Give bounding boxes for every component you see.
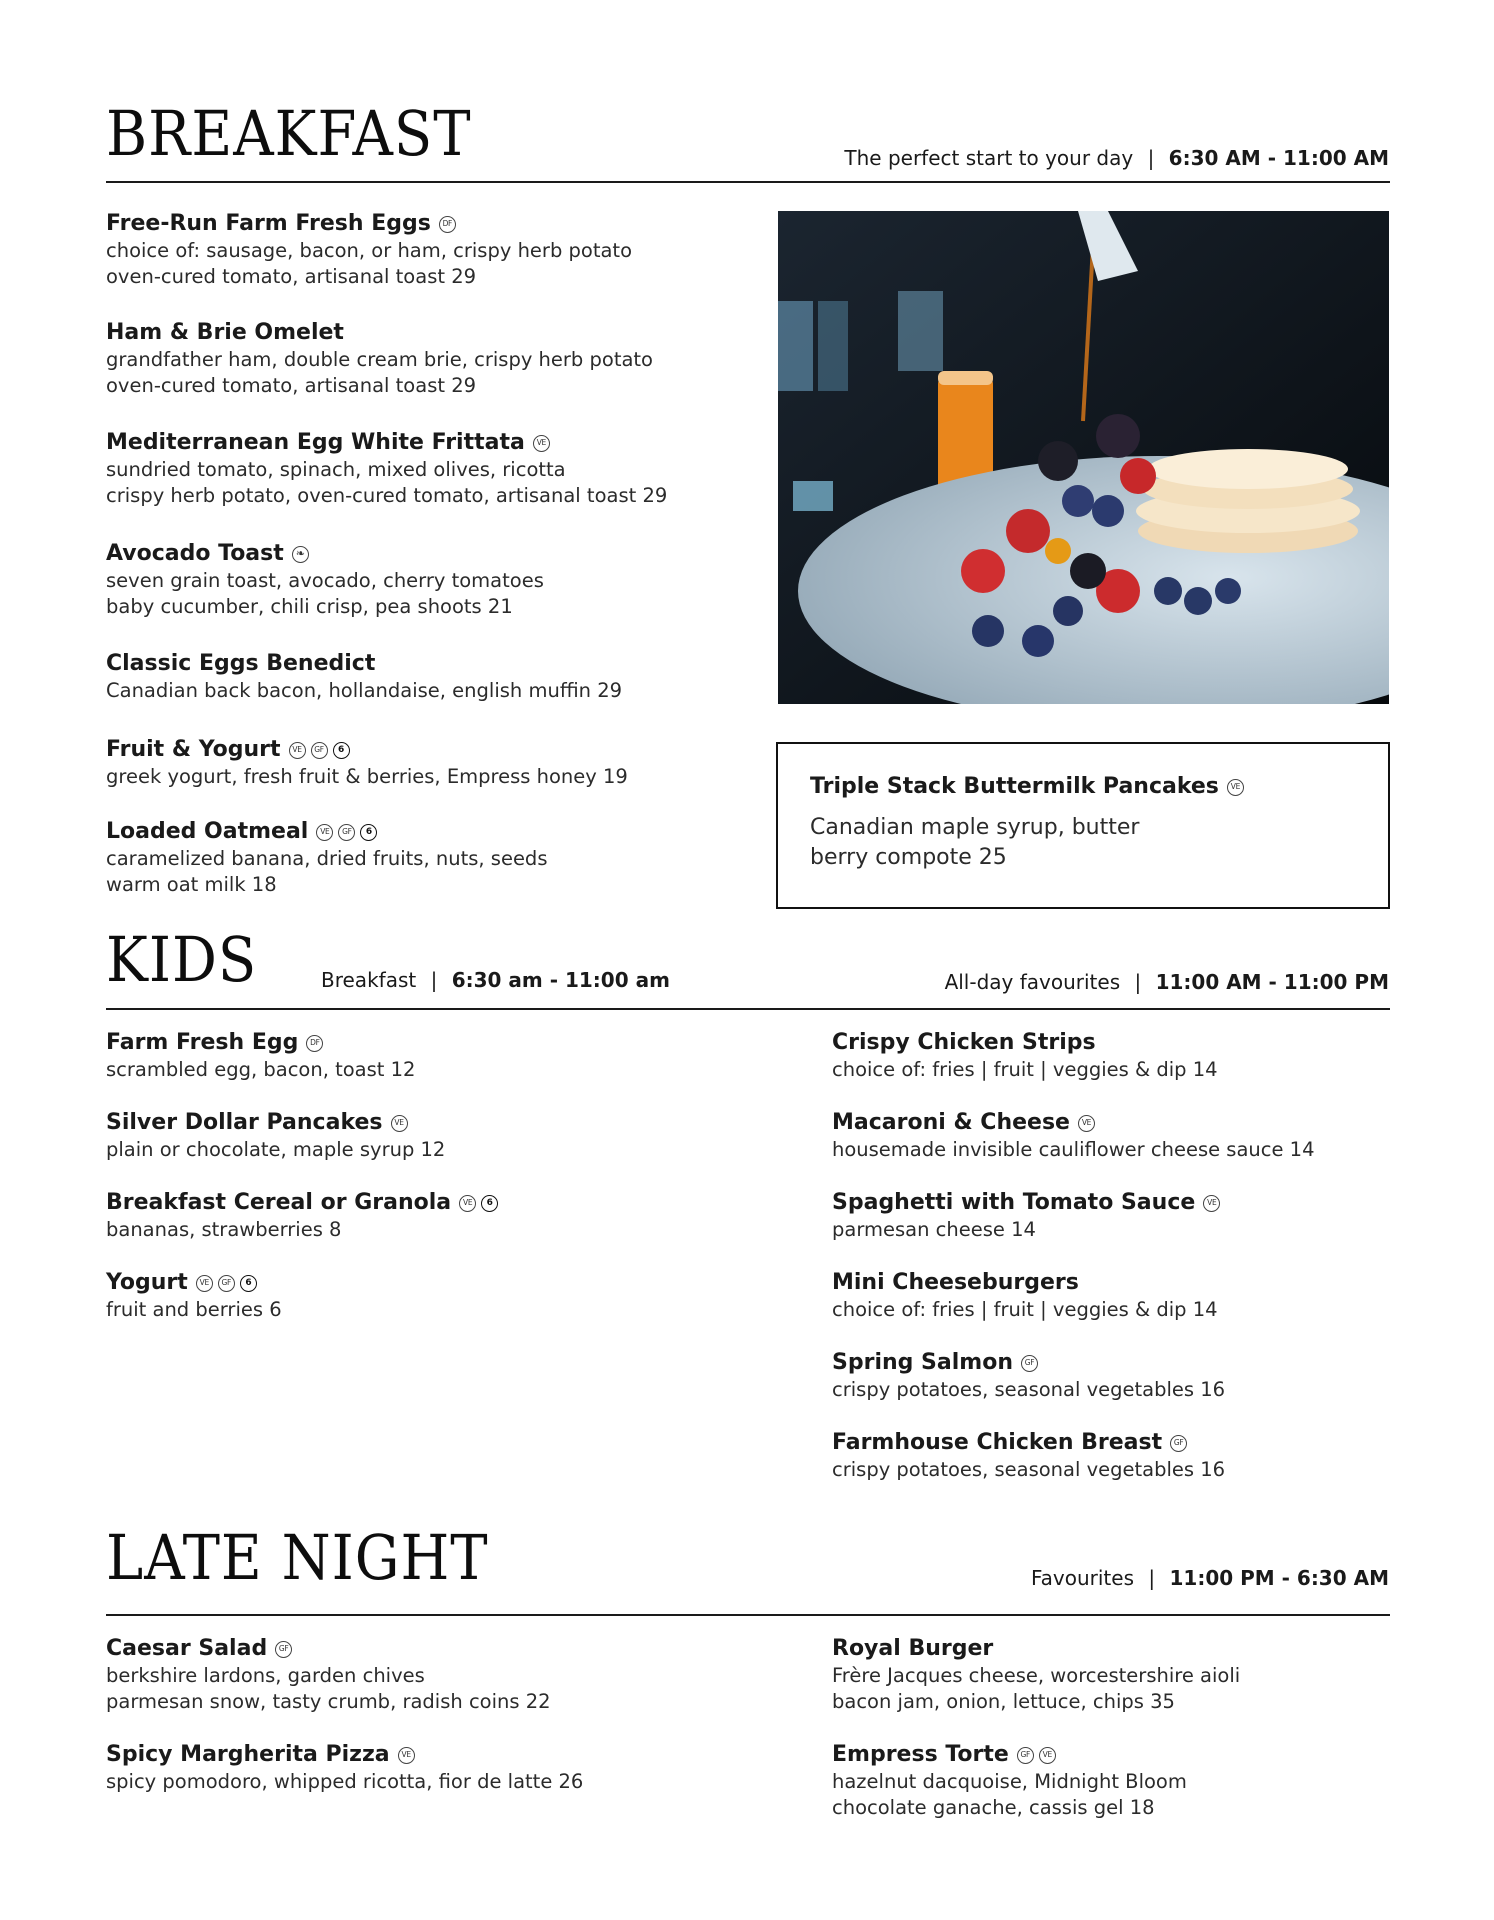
menu-item-name xyxy=(106,210,632,238)
menu-item-description: scrambled egg, bacon, toast 12 xyxy=(106,1058,416,1081)
vegetarian-icon: VE xyxy=(391,1115,408,1132)
menu-item-title: Free-Run Farm Fresh Eggs xyxy=(106,211,431,236)
separator: | xyxy=(430,968,438,992)
vegetarian-icon: VE xyxy=(1227,779,1244,796)
gluten-free-icon: GF xyxy=(338,824,355,841)
menu-item-name xyxy=(832,1635,1240,1663)
kids-allday-label: All-day favourites xyxy=(944,970,1121,994)
menu-item-name xyxy=(832,1029,1218,1057)
vegetarian-icon: VE xyxy=(196,1275,213,1292)
vegan-leaf-icon: ❧ xyxy=(292,546,309,563)
menu-item-description: greek yogurt, fresh fruit & berries, Empress honey 19 xyxy=(106,765,628,788)
menu-item xyxy=(106,319,653,399)
dietary-badges xyxy=(1170,1435,1187,1452)
vegetarian-icon: VE xyxy=(1203,1195,1220,1212)
vegetarian-icon: VE xyxy=(289,742,306,759)
menu-item-description: spicy pomodoro, whipped ricotta, fior de latte 26 xyxy=(106,1770,584,1793)
menu-item xyxy=(106,818,547,898)
menu-item-description: oven-cured tomato, artisanal toast 29 xyxy=(106,374,477,397)
menu-item xyxy=(106,1029,415,1083)
late-night-title: LATE NIGHT xyxy=(106,1522,489,1595)
breakfast-tagline: The perfect start to your day xyxy=(844,146,1134,170)
contains-nuts-icon: 6 xyxy=(333,742,350,759)
dietary-badges xyxy=(1078,1115,1095,1132)
menu-item-title: Royal Burger xyxy=(832,1636,994,1661)
dietary-badges xyxy=(316,824,377,841)
gluten-free-icon: GF xyxy=(1170,1435,1187,1452)
vegetarian-icon: VE xyxy=(316,824,333,841)
menu-item-name xyxy=(106,540,544,568)
contains-nuts-icon: 6 xyxy=(240,1275,257,1292)
breakfast-title: BREAKFAST xyxy=(106,98,472,171)
dietary-badges xyxy=(1017,1747,1056,1764)
late-night-subhead xyxy=(1031,1566,1389,1590)
dairy-free-icon: DF xyxy=(439,216,456,233)
menu-item-description: Canadian back bacon, hollandaise, english muffin 29 xyxy=(106,679,623,702)
featured-item-box xyxy=(776,742,1390,909)
menu-item-title: Caesar Salad xyxy=(106,1636,268,1661)
menu-item-name xyxy=(832,1269,1218,1297)
menu-item xyxy=(106,210,632,290)
vegetarian-icon: VE xyxy=(533,435,550,452)
vegetarian-icon: VE xyxy=(459,1195,476,1212)
menu-item-description: bacon jam, onion, lettuce, chips 35 xyxy=(832,1690,1175,1713)
vegetarian-icon: VE xyxy=(398,1747,415,1764)
menu-item xyxy=(832,1109,1315,1163)
menu-item xyxy=(832,1429,1225,1483)
menu-item xyxy=(832,1189,1220,1243)
menu-item xyxy=(106,429,667,509)
menu-item-title: Mini Cheeseburgers xyxy=(832,1270,1079,1295)
menu-item-description: chocolate ganache, cassis gel 18 xyxy=(832,1796,1155,1819)
menu-item-name xyxy=(832,1741,1187,1769)
menu-item-description: choice of: fries | fruit | veggies & dip 14 xyxy=(832,1298,1218,1321)
separator: | xyxy=(1134,970,1142,994)
menu-item-name xyxy=(106,1029,415,1057)
featured-item-badges xyxy=(1227,779,1244,796)
dietary-badges xyxy=(292,546,309,563)
menu-item-description: choice of: fries | fruit | veggies & dip 14 xyxy=(832,1058,1218,1081)
menu-item xyxy=(832,1029,1218,1083)
menu-item-name xyxy=(106,736,628,764)
vegetarian-icon: VE xyxy=(1078,1115,1095,1132)
gluten-free-icon: GF xyxy=(1017,1747,1034,1764)
menu-item-title: Classic Eggs Benedict xyxy=(106,651,376,676)
menu-item-title: Empress Torte xyxy=(832,1742,1009,1767)
menu-item-name xyxy=(106,1269,282,1297)
menu-item-title: Ham & Brie Omelet xyxy=(106,320,344,345)
contains-nuts-icon: 6 xyxy=(481,1195,498,1212)
dietary-badges xyxy=(439,216,456,233)
late-night-hours: 11:00 PM - 6:30 AM xyxy=(1169,1566,1389,1590)
menu-item-description: Frère Jacques cheese, worcestershire aioli xyxy=(832,1664,1241,1687)
menu-item-name xyxy=(106,429,667,457)
gluten-free-icon: GF xyxy=(218,1275,235,1292)
menu-item xyxy=(832,1635,1240,1715)
gluten-free-icon: GF xyxy=(311,742,328,759)
menu-item-description: plain or chocolate, maple syrup 12 xyxy=(106,1138,446,1161)
menu-item-name xyxy=(106,818,547,846)
menu-item xyxy=(106,1109,445,1163)
featured-item-desc-2: berry compote 25 xyxy=(810,845,1007,870)
menu-item-name xyxy=(832,1189,1220,1217)
menu-item-title: Loaded Oatmeal xyxy=(106,819,309,844)
menu-item xyxy=(832,1269,1218,1323)
menu-item-name xyxy=(106,650,622,678)
menu-item-title: Spaghetti with Tomato Sauce xyxy=(832,1190,1196,1215)
menu-item-description: crispy potatoes, seasonal vegetables 16 xyxy=(832,1458,1226,1481)
dairy-free-icon: DF xyxy=(306,1035,323,1052)
menu-item-description: baby cucumber, chili crisp, pea shoots 21 xyxy=(106,595,513,618)
menu-item-name xyxy=(106,1189,498,1217)
menu-item-description: seven grain toast, avocado, cherry tomatoes xyxy=(106,569,544,592)
menu-item-name xyxy=(106,1741,583,1769)
kids-divider xyxy=(106,1008,1390,1010)
menu-item-description: oven-cured tomato, artisanal toast 29 xyxy=(106,265,477,288)
menu-item xyxy=(832,1349,1225,1403)
menu-item-title: Fruit & Yogurt xyxy=(106,737,281,762)
menu-item xyxy=(106,1269,282,1323)
dietary-badges xyxy=(391,1115,408,1132)
kids-allday-hours: 11:00 AM - 11:00 PM xyxy=(1155,970,1389,994)
featured-item-name xyxy=(810,773,1244,801)
menu-item xyxy=(832,1741,1187,1821)
pancake-photo xyxy=(778,211,1389,704)
menu-item-description: choice of: sausage, bacon, or ham, crispy herb potato xyxy=(106,239,633,262)
separator: | xyxy=(1147,146,1155,170)
menu-item-title: Avocado Toast xyxy=(106,541,284,566)
menu-item xyxy=(106,540,544,620)
menu-item-title: Breakfast Cereal or Granola xyxy=(106,1190,452,1215)
menu-item-title: Crispy Chicken Strips xyxy=(832,1030,1096,1055)
menu-item-description: sundried tomato, spinach, mixed olives, ricotta xyxy=(106,458,566,481)
menu-item xyxy=(106,736,628,790)
menu-item-title: Spring Salmon xyxy=(832,1350,1013,1375)
late-night-label: Favourites xyxy=(1030,1566,1135,1590)
menu-item-description: parmesan snow, tasty crumb, radish coins 22 xyxy=(106,1690,551,1713)
menu-item-name xyxy=(106,1635,551,1663)
dietary-badges xyxy=(533,435,550,452)
menu-item-name xyxy=(106,319,653,347)
menu-item-title: Farm Fresh Egg xyxy=(106,1030,299,1055)
featured-item-title: Triple Stack Buttermilk Pancakes xyxy=(810,774,1219,799)
separator: | xyxy=(1148,1566,1156,1590)
dietary-badges xyxy=(196,1275,257,1292)
menu-item-description: parmesan cheese 14 xyxy=(832,1218,1036,1241)
menu-item-description: grandfather ham, double cream brie, crispy herb potato xyxy=(106,348,653,371)
menu-item-title: Yogurt xyxy=(106,1270,188,1295)
breakfast-divider xyxy=(106,181,1390,183)
dietary-badges xyxy=(275,1641,292,1658)
menu-item xyxy=(106,1741,583,1795)
dietary-badges xyxy=(398,1747,415,1764)
menu-item xyxy=(106,1189,498,1243)
dietary-badges xyxy=(1203,1195,1220,1212)
menu-item xyxy=(106,1635,551,1715)
menu-item-description: crispy potatoes, seasonal vegetables 16 xyxy=(832,1378,1226,1401)
menu-item-name xyxy=(832,1109,1315,1137)
menu-item-description: fruit and berries 6 xyxy=(106,1298,282,1321)
contains-nuts-icon: 6 xyxy=(360,824,377,841)
menu-item-title: Macaroni & Cheese xyxy=(832,1110,1070,1135)
kids-breakfast-hours: 6:30 am - 11:00 am xyxy=(451,968,670,992)
menu-item-title: Farmhouse Chicken Breast xyxy=(832,1430,1163,1455)
menu-item-name xyxy=(832,1429,1225,1457)
dietary-badges xyxy=(459,1195,498,1212)
featured-item-desc-1: Canadian maple syrup, butter xyxy=(810,815,1140,840)
dietary-badges xyxy=(1021,1355,1038,1372)
kids-title: KIDS xyxy=(106,924,258,997)
kids-breakfast-subhead xyxy=(321,968,670,992)
menu-item-description: hazelnut dacquoise, Midnight Bloom xyxy=(832,1770,1187,1793)
menu-item-description: berkshire lardons, garden chives xyxy=(106,1664,425,1687)
menu-item-description: bananas, strawberries 8 xyxy=(106,1218,342,1241)
breakfast-hours: 6:30 AM - 11:00 AM xyxy=(1168,146,1389,170)
dietary-badges xyxy=(306,1035,323,1052)
kids-allday-subhead xyxy=(945,970,1389,994)
kids-breakfast-label: Breakfast xyxy=(321,968,417,992)
menu-item-description: crispy herb potato, oven-cured tomato, artisanal toast 29 xyxy=(106,484,668,507)
gluten-free-icon: GF xyxy=(275,1641,292,1658)
menu-item-description: warm oat milk 18 xyxy=(106,873,277,896)
dietary-badges xyxy=(289,742,350,759)
menu-item-description: caramelized banana, dried fruits, nuts, seeds xyxy=(106,847,548,870)
gluten-free-icon: GF xyxy=(1021,1355,1038,1372)
late-night-divider xyxy=(106,1614,1390,1616)
menu-item xyxy=(106,650,622,704)
menu-item-name xyxy=(832,1349,1225,1377)
breakfast-subhead xyxy=(844,146,1389,170)
menu-item-title: Mediterranean Egg White Frittata xyxy=(106,430,525,455)
menu-item-title: Silver Dollar Pancakes xyxy=(106,1110,383,1135)
vegetarian-icon: VE xyxy=(1039,1747,1056,1764)
menu-item-name xyxy=(106,1109,445,1137)
menu-item-description: housemade invisible cauliflower cheese sauce 14 xyxy=(832,1138,1315,1161)
menu-item-title: Spicy Margherita Pizza xyxy=(106,1742,390,1767)
